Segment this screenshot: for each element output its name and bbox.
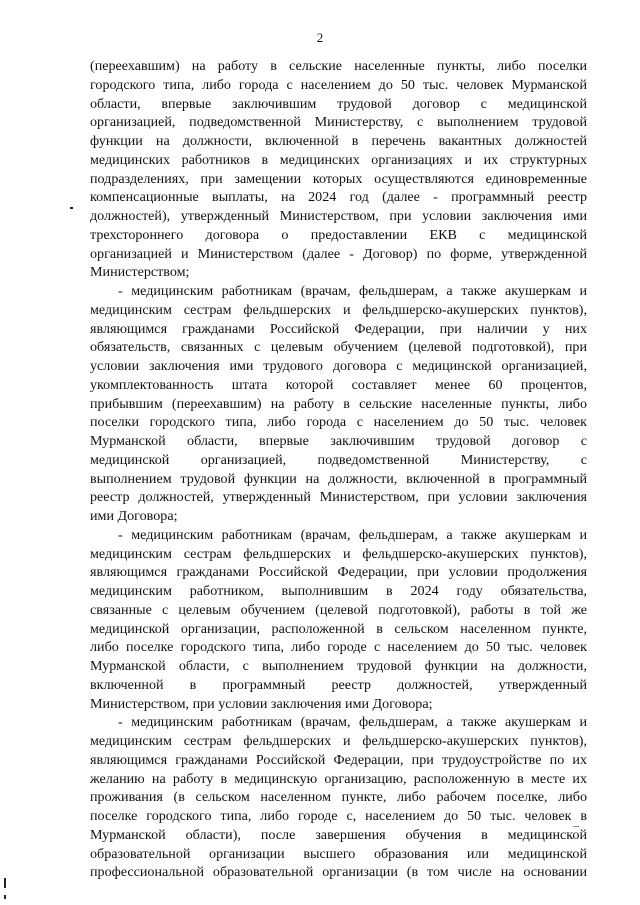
paragraph [90,526,587,714]
text-line: поселки городского типа, либо города с населением до 50 тыс. человек [90,414,587,431]
text-line: подразделениях, при замещении которых осуществляются единовременные [90,170,587,187]
text-line: включенной в программный реестр должностей, утвержденный [90,676,587,693]
text-line: реестр должностей, утвержденный Министерством, при условии заключения [90,489,587,506]
text-line: городского типа, либо города с населением до 50 тыс. человек Мурманской [90,76,587,93]
text-line: медицинских работников в медицинских организациях и их структурных [90,151,587,168]
text-line: медицинским сестрам фельдшерских и фельдшерско-акушерских пунктов), [90,545,587,562]
text-line: являющимся гражданами Российской Федерации, при наличии у них [90,320,587,337]
text-line: поселке городского типа, либо городе с, населением до 50 тыс. человек в [90,808,587,824]
text-line: являющимся гражданами Российской Федерации, при условии продолжения [90,564,587,581]
document-body [90,57,587,882]
text-line: Министерством, при условии заключения ими Договора; [90,695,433,712]
text-line: трехстороннего договора о предоставлении ЕКВ с медицинской [90,226,587,243]
text-line: организацией, подведомственной Министерству, с выполнением трудовой [90,114,587,131]
text-line: организацией и Министерством (далее - Договор) по форме, утвержденной [90,245,587,262]
text-line: (переехавшим) на работу в сельские населенные пункты, либо поселки [90,58,587,74]
text-line: образовательной организации высшего образования или медицинской [90,845,587,862]
scan-speck [4,878,6,888]
scan-speck [4,895,6,899]
text-line: обязательств, связанных с целевым обучением (целевой подготовкой), при [90,339,587,356]
text-line: профессиональной образовательной организации (в том числе на основании [90,864,587,881]
text-line: Мурманской области, впервые заключившим трудовой договор с [90,433,587,449]
text-line: выполнением трудовой функции на должности, включенной в программный [90,470,587,487]
text-line: связанные с целевым обучением (целевой подготовкой), работы в той же [90,601,587,618]
text-line: медицинской организацией, подведомственной Министерству, с [90,451,587,468]
text-line: условии заключения ими трудового договора с медицинской организацией, [90,358,587,374]
text-line: медицинским сестрам фельдшерских и фельдшерско-акушерских пунктов), [90,301,587,318]
text-line: являющимся гражданами Российской Федерации, при трудоустройстве по их [90,751,587,768]
text-line: - медицинским работникам (врачам, фельдшерам, а также акушеркам и [118,283,587,299]
scan-speck [573,826,579,827]
text-line: Министерством; [90,264,190,281]
text-line: функции на должности, включенной в перечень вакантных должностей [90,133,587,149]
paragraph [90,282,587,526]
text-line: проживания (в сельском населенном пункте, либо рабочем поселке, либо [90,789,587,806]
text-line: должностей), утвержденный Министерством, при условии заключения ими [90,208,587,224]
text-line: прибывшим (переехавшим) на работу в сельские населенные пункты, либо [90,395,587,412]
text-line: Мурманской области, с выполнением трудовой функции на должности, [90,658,587,674]
text-line: компенсационные выплаты, на 2024 год (далее - программный реестр [90,189,587,206]
text-line: укомплектованность штата которой составляет менее 60 процентов, [90,376,587,393]
text-line: медицинским работником, выполнившим в 2024 году обязательства, [90,583,587,599]
text-line: - медицинским работникам (врачам, фельдшерам, а также акушеркам и [118,714,587,731]
text-line: медицинским сестрам фельдшерских и фельдшерско-акушерских пунктов), [90,733,587,749]
paragraph [90,57,587,282]
page-number: 2 [316,30,324,45]
paragraph [90,713,587,882]
text-line: Мурманской области), после завершения обучения в медицинской [90,826,587,843]
text-line: области, впервые заключившим трудовой договор с медицинской [90,95,587,112]
text-line: желанию на работу в медицинскую организацию, расположенную в месте их [90,770,587,787]
text-line: ими Договора; [90,508,178,524]
scan-speck [70,207,73,209]
text-line: - медицинским работникам (врачам, фельдшерам, а также акушеркам и [118,526,587,543]
text-line: медицинской организации, расположенной в сельском населенном пункте, [90,620,587,637]
text-line: либо поселке городского типа, либо городе с населением до 50 тыс. человек [90,639,587,656]
